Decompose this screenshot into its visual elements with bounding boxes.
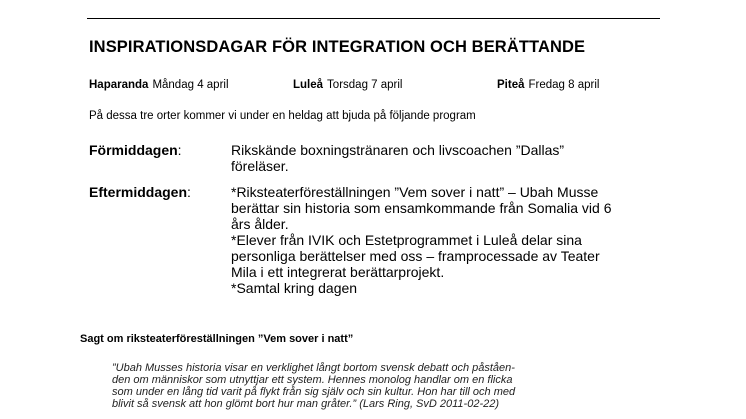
program-label-morning: [89, 142, 182, 158]
quote-line: som under en lång tid varit på flykt från sig själv och sin kultur. Hon har till och med: [112, 386, 516, 398]
program-line: *Riksteaterföreställningen ”Vem sover i natt” – Ubah Musse: [231, 184, 599, 200]
program-line: Rikskände boxningstränaren och livscoachen ”Dallas”: [231, 142, 565, 158]
quote-line: den om människor som utnyttjar ett system. Hennes monolog handlar om en flicka: [112, 374, 513, 386]
program-line: föreläser.: [231, 158, 289, 174]
page-title: INSPIRATIONSDAGAR FÖR INTEGRATION OCH BERÄTTANDE: [89, 38, 586, 56]
date-haparanda: [89, 79, 229, 91]
date-town: Luleå: [293, 79, 324, 91]
program-label-colon: :: [177, 142, 182, 158]
date-day: Fredag 8 april: [528, 79, 600, 91]
program-line: års ålder.: [231, 216, 289, 232]
intro-text: På dessa tre orter kommer vi under en heldag att bjuda på följande program: [89, 110, 476, 122]
program-line: *Elever från IVIK och Estetprogrammet i Luleå delar sina: [231, 232, 582, 248]
quote-line: ”Ubah Musses historia visar en verklighet långt bortom svensk debatt och påståen-: [112, 362, 515, 374]
top-rule: [87, 18, 660, 19]
program-label-text: Förmiddagen: [89, 142, 178, 158]
date-town: Piteå: [497, 79, 525, 91]
quote-line: blivit så svensk att hon glömt bort hur man gråter.” (Lars Ring, SvD 2011-02-22): [112, 398, 500, 410]
review-heading: Sagt om riksteaterföreställningen ”Vem sover i natt”: [80, 333, 354, 345]
review-quote: [112, 362, 515, 410]
date-town: Haparanda: [89, 79, 149, 91]
date-day: Torsdag 7 april: [327, 79, 403, 91]
program-line: berättar sin historia som ensamkommande från Somalia vid 6: [231, 200, 612, 216]
date-lulea: [293, 79, 402, 91]
program-text-afternoon: [231, 184, 612, 296]
date-pitea: [497, 79, 599, 91]
program-label-colon: :: [187, 184, 191, 200]
program-line: *Samtal kring dagen: [231, 280, 358, 296]
program-label-afternoon: [89, 184, 191, 200]
program-line: personliga berättelser med oss – framprocessade av Teater: [231, 248, 600, 264]
program-text-morning: [231, 142, 564, 174]
program-label-text: Eftermiddagen: [89, 184, 188, 200]
program-line: Mila i ett integrerat berättarprojekt.: [231, 264, 445, 280]
date-day: Måndag 4 april: [152, 79, 229, 91]
